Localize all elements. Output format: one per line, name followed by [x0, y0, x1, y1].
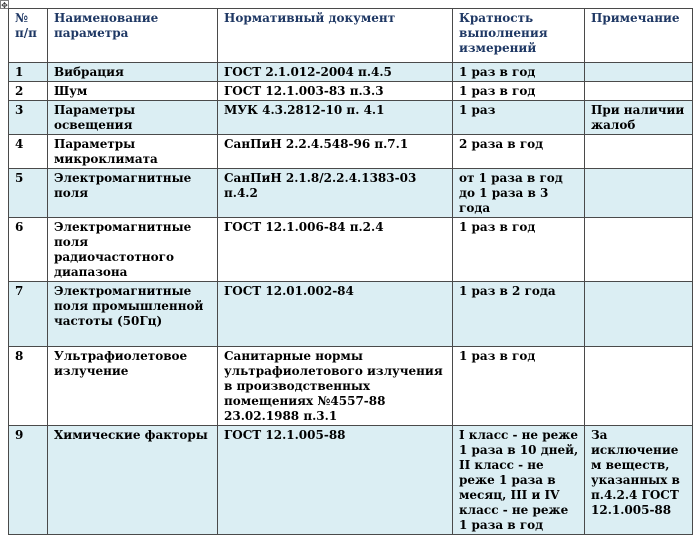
header-number: № п/п — [9, 9, 48, 63]
normative-document: ГОСТ 12.1.003-83 п.3.3 — [218, 82, 453, 101]
measurement-frequency: 1 раз в год — [453, 218, 585, 282]
parameter-name: Ультрафиолетовое излучение — [48, 347, 218, 426]
measurement-frequency: 1 раз в год — [453, 347, 585, 426]
measurement-frequency: 2 раза в год — [453, 135, 585, 169]
normative-document: Санитарные нормы ультрафиолетового излучения в производственных помещениях №4557-88 23.02.1988 п.3.1 — [218, 347, 453, 426]
normative-document: ГОСТ 12.1.006-84 п.2.4 — [218, 218, 453, 282]
table-row — [9, 426, 693, 535]
header-measurement-frequency: Кратность выполнения измерений — [453, 9, 585, 63]
note: За исключение м веществ, указанных в п.4.2.4 ГОСТ 12.1.005-88 — [585, 426, 693, 535]
measurement-frequency: I класс - не реже 1 раза в 10 дней, II класс - не реже 1 раза в месяц, III и IV класс - не реже 1 раза в год — [453, 426, 585, 535]
measurement-frequency: 1 раз — [453, 101, 585, 135]
table-row — [9, 218, 693, 282]
parameter-name: Параметры микроклимата — [48, 135, 218, 169]
header-parameter-name: Наименование параметра — [48, 9, 218, 63]
parameter-name: Параметры освещения — [48, 101, 218, 135]
normative-document: СанПиН 2.2.4.548-96 п.7.1 — [218, 135, 453, 169]
row-number: 1 — [9, 63, 48, 82]
note — [585, 169, 693, 218]
header-normative-document: Нормативный документ — [218, 9, 453, 63]
parameter-name: Электромагнитные поля промышленной частоты (50Гц) — [48, 282, 218, 347]
table-row — [9, 82, 693, 101]
table-row — [9, 282, 693, 347]
table-row — [9, 101, 693, 135]
table-row — [9, 169, 693, 218]
table-header-row — [9, 9, 693, 63]
row-number: 7 — [9, 282, 48, 347]
parameter-name: Шум — [48, 82, 218, 101]
note — [585, 347, 693, 426]
normative-document: ГОСТ 12.1.005-88 — [218, 426, 453, 535]
normative-document: МУК 4.3.2812-10 п. 4.1 — [218, 101, 453, 135]
measurement-frequency: 1 раз в год — [453, 82, 585, 101]
normative-document: СанПиН 2.1.8/2.2.4.1383-03 п.4.2 — [218, 169, 453, 218]
row-number: 6 — [9, 218, 48, 282]
row-number: 2 — [9, 82, 48, 101]
row-number: 5 — [9, 169, 48, 218]
measurement-frequency: 1 раз в год — [453, 63, 585, 82]
normative-document: ГОСТ 12.01.002-84 — [218, 282, 453, 347]
row-number: 3 — [9, 101, 48, 135]
measurement-frequency: от 1 раза в год до 1 раза в 3 года — [453, 169, 585, 218]
note — [585, 135, 693, 169]
table-row — [9, 135, 693, 169]
parameter-name: Вибрация — [48, 63, 218, 82]
note — [585, 282, 693, 347]
normative-document: ГОСТ 2.1.012-2004 п.4.5 — [218, 63, 453, 82]
row-number: 8 — [9, 347, 48, 426]
row-number: 4 — [9, 135, 48, 169]
header-note: Примечание — [585, 9, 693, 63]
table-row — [9, 347, 693, 426]
table-move-handle-icon[interactable]: ✥ — [1, 1, 8, 10]
note — [585, 63, 693, 82]
parameters-table — [8, 8, 693, 535]
parameter-name: Электромагнитные поля радиочастотного диапазона — [48, 218, 218, 282]
row-number: 9 — [9, 426, 48, 535]
note — [585, 82, 693, 101]
table-row — [9, 63, 693, 82]
parameter-name: Химические факторы — [48, 426, 218, 535]
note: При наличии жалоб — [585, 101, 693, 135]
parameter-name: Электромагнитные поля — [48, 169, 218, 218]
note — [585, 218, 693, 282]
measurement-frequency: 1 раз в 2 года — [453, 282, 585, 347]
